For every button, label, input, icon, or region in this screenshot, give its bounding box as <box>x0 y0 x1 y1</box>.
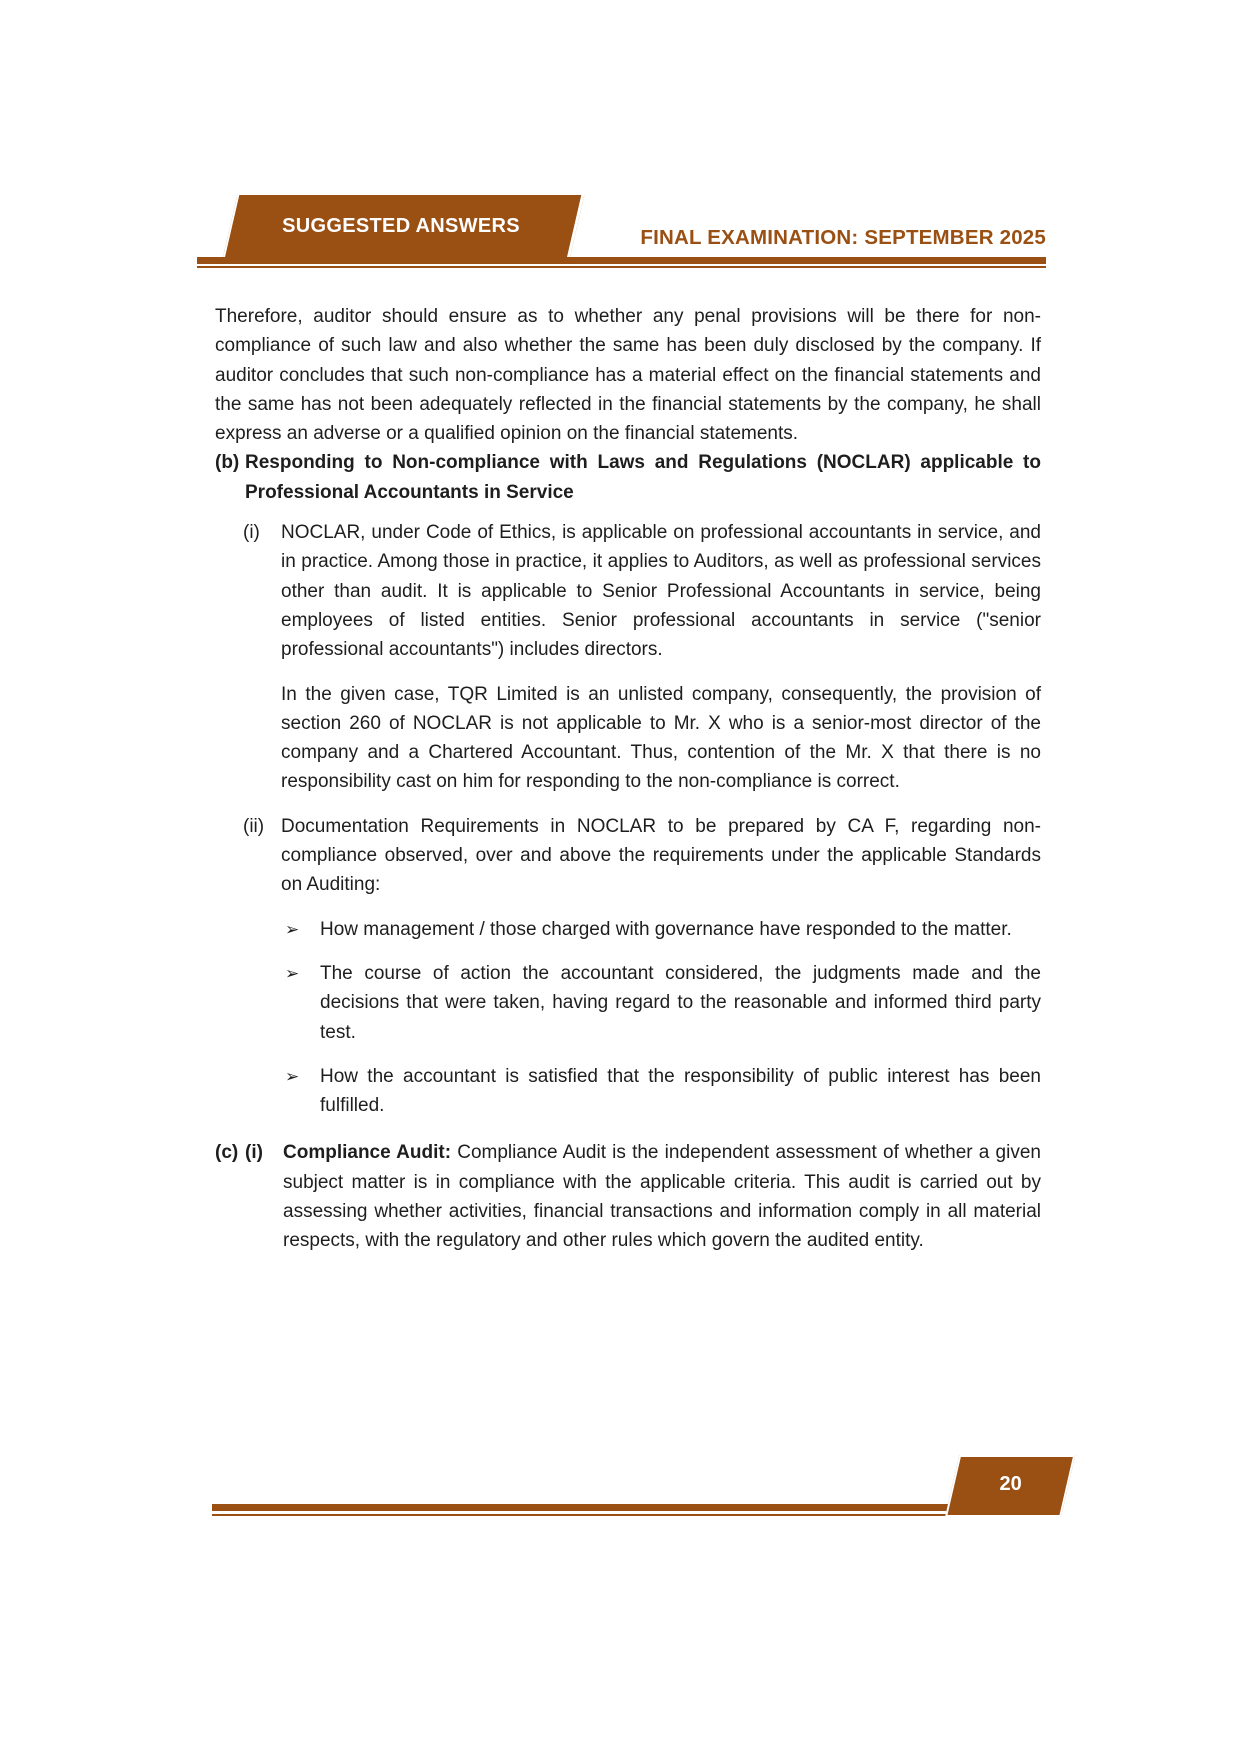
section-c-sub-label: (i) <box>245 1142 263 1164</box>
bullet-item <box>281 1062 1041 1121</box>
arrowhead-bullet-icon: ➢ <box>285 919 300 939</box>
banner-label: SUGGESTED ANSWERS <box>282 215 520 237</box>
section-b-label: (b) <box>215 452 240 474</box>
section-b-heading-row <box>215 448 1041 507</box>
item-ii-label: (ii) <box>243 815 265 837</box>
section-c-label: (c) <box>215 1142 239 1164</box>
item-i-paragraph-1: NOCLAR, under Code of Ethics, is applicable on professional accountants in service, and in practice. Among those in practice, it applies to Auditors, as well as professional services other than audit. It is applicable to Senior Professional Accountants in service, being employees of listed entities. Senior professional accountants in service ("senior professional accountants") includes directors. <box>281 522 1041 661</box>
footer-divider <box>212 1504 1055 1511</box>
bullet-text: How management / those charged with governance have responded to the matter. <box>320 918 1012 940</box>
item-ii-row <box>243 812 1041 1139</box>
exam-title: FINAL EXAMINATION: SEPTEMBER 2025 <box>640 226 1046 249</box>
document-body <box>215 302 1041 1256</box>
item-i-row <box>243 518 1041 812</box>
item-ii-paragraph: Documentation Requirements in NOCLAR to be prepared by CA F, regarding non-compliance observed, over and above the requirements under the applicable Standards on Auditing: <box>281 815 1041 896</box>
arrowhead-bullet-icon: ➢ <box>285 963 300 983</box>
item-ii-body <box>281 812 1041 1139</box>
arrowhead-bullet-icon: ➢ <box>285 1066 300 1086</box>
compliance-audit-lead: Compliance Audit: <box>283 1142 458 1164</box>
bullet-text: The course of action the accountant considered, the judgments made and the decisions that were taken, having regard to the reasonable and informed third party test. <box>320 962 1041 1043</box>
item-i-body <box>281 518 1041 812</box>
page-number-badge <box>945 1455 1075 1517</box>
page-number: 20 <box>999 1473 1022 1495</box>
intro-paragraph: Therefore, auditor should ensure as to whether any penal provisions will be there for non-compliance of such law and also whether the same has been duly disclosed by the company. If auditor concludes that such non-compliance has a material effect on the financial statements and the same has not been adequately reflected in the financial statements by the company, he shall express an adverse or a qualified opinion on the financial statements. <box>215 306 1041 445</box>
section-b-heading: Responding to Non-compliance with Laws and Regulations (NOCLAR) applicable to Professional Accountants in Service <box>245 452 1041 503</box>
item-i-paragraph-2: In the given case, TQR Limited is an unlisted company, consequently, the provision of section 260 of NOCLAR is not applicable to Mr. X who is a senior-most director of the company and a Chartered Accountant. Thus, contention of the Mr. X that there is no responsibility cast on him for responding to the non-compliance is correct. <box>281 683 1041 793</box>
section-c-paragraph <box>283 1138 1041 1255</box>
item-i-label: (i) <box>243 522 260 544</box>
section-c-row <box>215 1138 1041 1255</box>
bullet-text: How the accountant is satisfied that the responsibility of public interest has been fulfilled. <box>320 1065 1041 1117</box>
bullet-item <box>281 959 1041 1047</box>
compliance-audit-text: Compliance Audit is the independent assessment of whether a given subject matter is in compliance with the applicable criteria. This audit is carried out by assessing whether activities, financial transactions and information comply in all material respects, with the regulatory and other rules which govern the audited entity. <box>283 1142 1041 1252</box>
bullet-item <box>281 915 1041 944</box>
header-divider <box>197 257 1046 264</box>
suggested-answers-banner <box>223 195 584 257</box>
